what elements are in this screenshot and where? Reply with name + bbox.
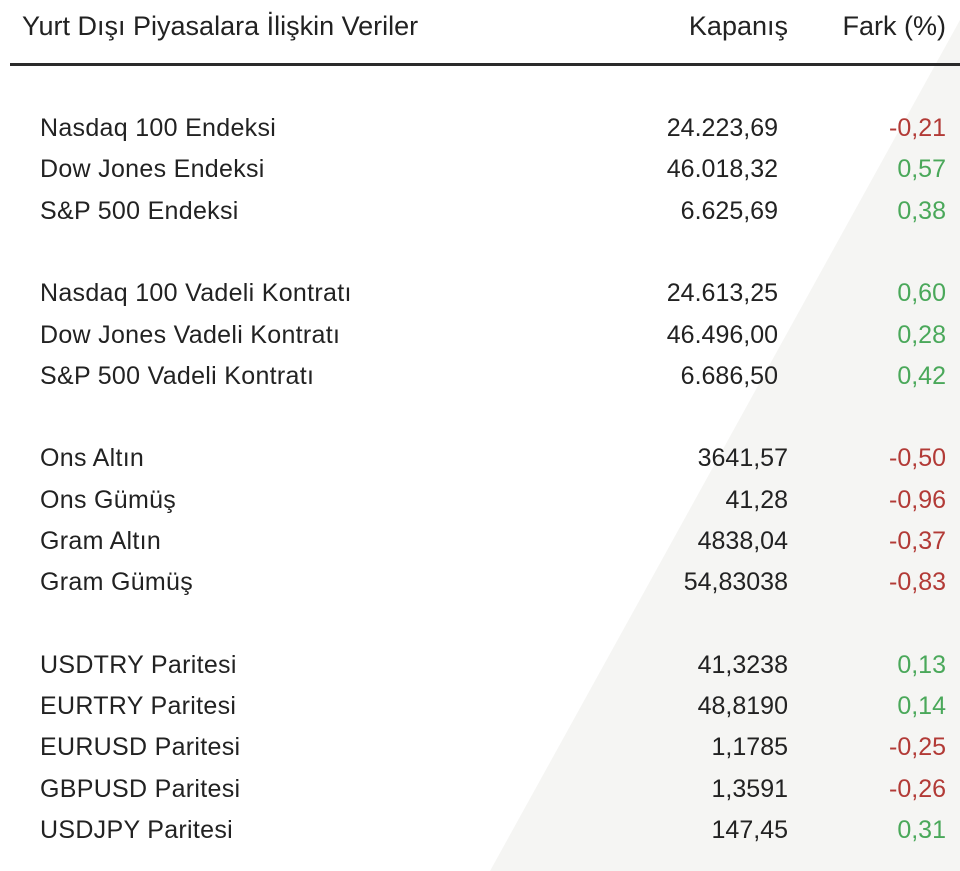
percent-change: 0,42 (897, 362, 946, 390)
closing-value: 3641,57 (697, 444, 788, 472)
percent-change: -0,25 (889, 733, 946, 761)
instrument-name: GBPUSD Paritesi (40, 775, 241, 803)
percent-change: -0,96 (889, 486, 946, 514)
closing-value: 1,3591 (711, 775, 788, 803)
table-row (0, 524, 960, 558)
table-row (0, 441, 960, 475)
percent-change: 0,60 (897, 279, 946, 307)
instrument-name: Ons Altın (40, 444, 145, 472)
percent-change: -0,50 (889, 444, 946, 472)
percent-change: -0,37 (889, 527, 946, 555)
table-row (0, 772, 960, 806)
percent-change: 0,14 (897, 692, 946, 720)
instrument-name: Nasdaq 100 Endeksi (40, 114, 277, 142)
percent-change: -0,26 (889, 775, 946, 803)
percent-change: 0,13 (897, 651, 946, 679)
table-row (0, 276, 960, 310)
instrument-name: USDTRY Paritesi (40, 651, 237, 679)
percent-change: -0,83 (889, 568, 946, 596)
closing-value: 46.018,32 (666, 155, 778, 183)
closing-value: 41,28 (725, 486, 788, 514)
instrument-name: EURTRY Paritesi (40, 692, 237, 720)
table-row (0, 194, 960, 228)
table-row (0, 730, 960, 764)
instrument-name: Dow Jones Vadeli Kontratı (40, 321, 341, 349)
closing-value: 24.613,25 (666, 279, 778, 307)
closing-value: 41,3238 (697, 651, 788, 679)
instrument-name: Dow Jones Endeksi (40, 155, 265, 183)
instrument-name: Ons Gümüş (40, 486, 177, 514)
table-row (0, 483, 960, 517)
table-row (0, 689, 960, 723)
closing-value: 147,45 (711, 816, 788, 844)
table-row (0, 813, 960, 847)
column-header-close: Kapanış (688, 11, 788, 41)
table-row (0, 318, 960, 352)
closing-value: 6.686,50 (680, 362, 778, 390)
table-row (0, 152, 960, 186)
closing-value: 1,1785 (711, 733, 788, 761)
percent-change: 0,38 (897, 197, 946, 225)
table-row (0, 565, 960, 599)
percent-change: 0,31 (897, 816, 946, 844)
instrument-name: Nasdaq 100 Vadeli Kontratı (40, 279, 352, 307)
table-row (0, 648, 960, 682)
column-header-diff: Fark (%) (842, 11, 946, 41)
table-row (0, 111, 960, 145)
closing-value: 54,83038 (683, 568, 788, 596)
instrument-name: S&P 500 Vadeli Kontratı (40, 362, 315, 390)
instrument-name: EURUSD Paritesi (40, 733, 241, 761)
table-row (0, 359, 960, 393)
instrument-name: Gram Altın (40, 527, 162, 555)
percent-change: 0,57 (897, 155, 946, 183)
closing-value: 24.223,69 (666, 114, 778, 142)
closing-value: 4838,04 (697, 527, 788, 555)
instrument-name: S&P 500 Endeksi (40, 197, 239, 225)
table-header (0, 0, 960, 64)
instrument-name: USDJPY Paritesi (40, 816, 233, 844)
percent-change: 0,28 (897, 321, 946, 349)
closing-value: 46.496,00 (666, 321, 778, 349)
closing-value: 6.625,69 (680, 197, 778, 225)
page-title: Yurt Dışı Piyasalara İlişkin Veriler (22, 11, 419, 41)
instrument-name: Gram Gümüş (40, 568, 194, 596)
closing-value: 48,8190 (697, 692, 788, 720)
percent-change: -0,21 (889, 114, 946, 142)
